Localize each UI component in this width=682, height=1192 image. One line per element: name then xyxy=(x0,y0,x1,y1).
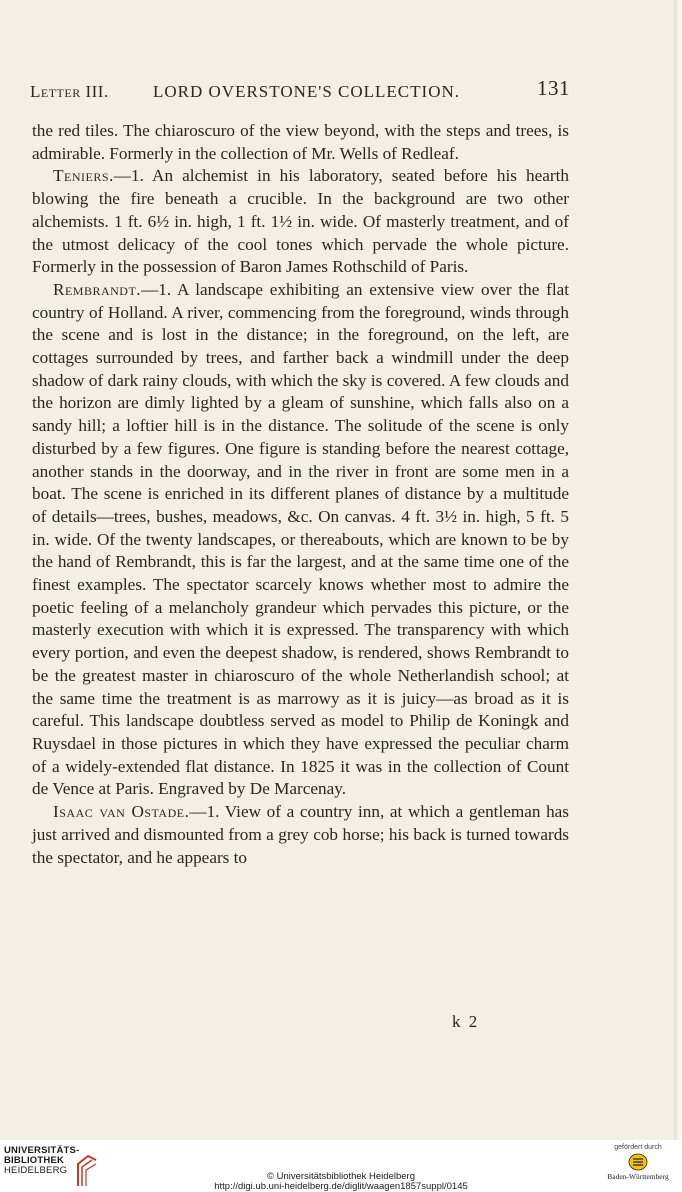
paragraph-teniers xyxy=(32,165,569,279)
funded-by-label: gefördert durch xyxy=(614,1144,662,1151)
funder-name: Baden-Württemberg xyxy=(607,1172,669,1181)
artist-name: Teniers. xyxy=(53,166,114,186)
paragraph-text: —1. An alchemist in his laboratory, seated before his hearth blowing the fire beneath a crucible. In the background are two other alchemists. 1 ft. 6½ in. high, 1 ft. 1½ in. wide. Of masterly treatment, and of the utmost delicacy of the cool tones which pervade the whole picture. Formerly in the possession of Baron James Rothschild of Paris. xyxy=(32,166,569,277)
source-url-link[interactable]: http://digi.ub.uni-heidelberg.de/diglit/waagen1857suppl/0145 xyxy=(214,1181,468,1192)
page-edge xyxy=(674,0,682,1140)
library-name-line1: UNIVERSITÄTS- xyxy=(4,1145,80,1156)
paragraph-rembrandt xyxy=(32,279,569,801)
funder-badge[interactable] xyxy=(598,1144,678,1181)
paragraph-text: —1. A landscape exhibiting an extensive view over the flat country of Holland. A river, commencing from the foreground, winds through the scene and is lost in the distance; in the foreground, on the left, are cottages surrounded by trees, and farther back a windmill under the deep shadow of dark rainy clouds, with which the sky is covered. A few clouds and the horizon are dimly lighted by a gleam of sunshine, which falls also on a sandy hill; a loftier hill is in the distance. The solitude of the scene is only disturbed by a few figures. One figure is standing before the nearest cottage, another stands in the doorway, and in the river in front are some men in a boat. The scene is enriched in its different planes of distance by a multitude of details—trees, bushes, meadows, &c. On canvas. 4 ft. 3½ in. high, 5 ft. 5 in. wide. Of the twenty landscapes, or thereabouts, which are known to be by the hand of Rembrandt, this is far the largest, and at the same time one of the finest examples. The spectator scarcely knows whether most to admire the poetic feeling of a melancholy grandeur which pervades this picture, or the masterly execution with which it is expressed. The transparency with which every portion, and even the deepest shadow, is rendered, shows Rembrandt to be the greatest master in chiaroscuro of the whole Netherlandish school; at the same time the treatment is as marrowy as it is juicy—as broad as it is careful. This landscape doubtless served as model to Philip de Koningk and Ruysdael in those pictures in which they have expressed the peculiar charm of a widely-extended flat distance. In 1825 it was in the collection of Count de Vence at Paris. Engraved by De Marcenay. xyxy=(32,279,569,799)
paragraph-text: —1. View of a country inn, at which a gentleman has just arrived and dismounted from a grey cob horse; his back is turned towards the spectator, and he appears to xyxy=(32,802,569,867)
header-title: LORD OVERSTONE'S COLLECTION. xyxy=(153,82,460,101)
artist-name: Rembrandt. xyxy=(53,279,142,299)
library-name-line2: BIBLIOTHEK xyxy=(4,1155,65,1166)
artist-name: Isaac van Ostade. xyxy=(53,802,190,822)
copyright-line: © Universitätsbibliothek Heidelberg xyxy=(267,1171,415,1182)
page-number: 131 xyxy=(537,76,570,100)
running-header xyxy=(30,76,570,104)
library-name-line3: HEIDELBERG xyxy=(4,1165,68,1176)
body-text xyxy=(32,120,569,869)
header-letter: Letter III. xyxy=(30,82,109,101)
paragraph-continuation xyxy=(32,120,569,165)
state-coat-of-arms-icon xyxy=(628,1153,648,1171)
paragraph-ostade xyxy=(32,801,569,869)
footer-bar xyxy=(0,1140,682,1192)
signature-mark: k 2 xyxy=(452,1012,480,1031)
paragraph-text: the red tiles. The chiaroscuro of the view beyond, with the steps and trees, is admirable. Formerly in the collection of Mr. Wells of Redleaf. xyxy=(32,121,569,163)
